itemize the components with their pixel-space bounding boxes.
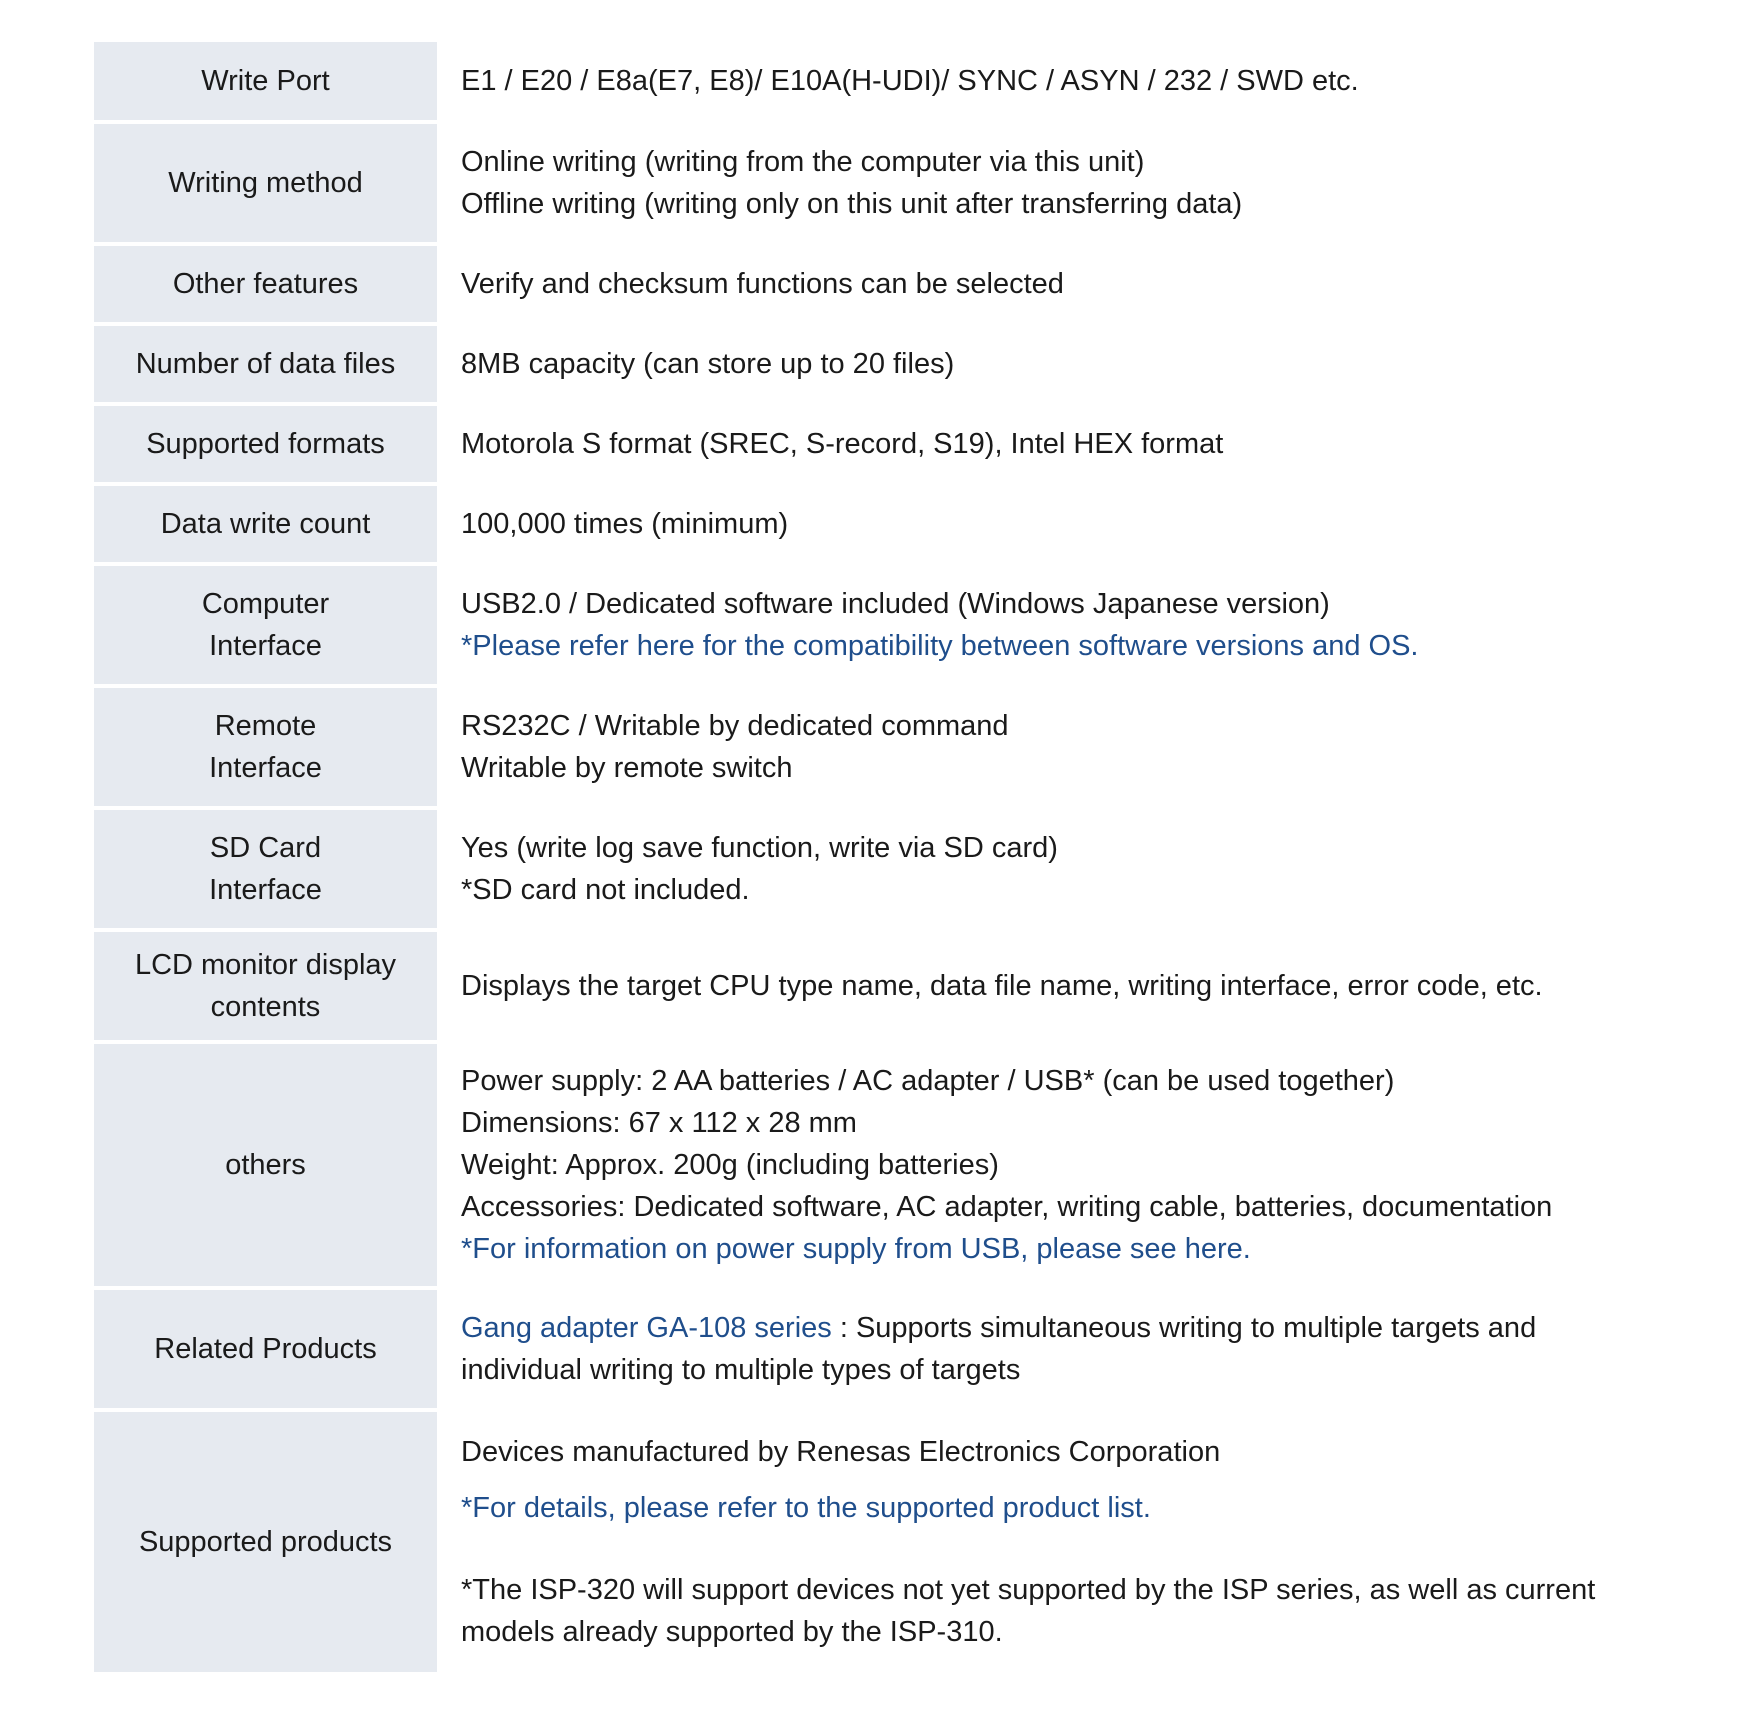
spec-value — [437, 42, 1654, 122]
spec-row-computer-interface — [94, 564, 1654, 686]
spec-label-line: Remote — [214, 710, 317, 742]
spec-label-line: Interface — [209, 752, 322, 784]
spec-row-supported-formats — [94, 404, 1654, 484]
spec-value — [437, 686, 1654, 808]
spec-value-line: Writable by remote switch — [461, 752, 793, 784]
spec-value — [437, 324, 1654, 404]
spec-label-line: contents — [210, 991, 321, 1023]
spec-row-sd-card-interface — [94, 808, 1654, 930]
spec-label: Data write count — [94, 484, 437, 564]
spec-value-line: Accessories: Dedicated software, AC adapter, writing cable, batteries, documentation — [461, 1191, 1553, 1223]
spec-label — [94, 930, 437, 1042]
spec-value-line: Devices manufactured by Renesas Electronics Corporation — [461, 1436, 1221, 1468]
spec-label — [94, 808, 437, 930]
spec-value-line: Weight: Approx. 200g (including batteries) — [461, 1149, 999, 1181]
software-os-compatibility-link[interactable]: *Please refer here for the compatibility between software versions and OS. — [461, 630, 1419, 662]
spec-label-line: SD Card — [209, 832, 322, 864]
spec-value-line: Online writing (writing from the computer via this unit) — [461, 146, 1145, 178]
spec-table — [94, 42, 1654, 1672]
spec-value-line: Power supply: 2 AA batteries / AC adapter / USB* (can be used together) — [461, 1065, 1395, 1097]
spec-row-lcd-display — [94, 930, 1654, 1042]
spec-value-line: Motorola S format (SREC, S-record, S19), Intel HEX format — [461, 428, 1224, 460]
spec-label — [94, 686, 437, 808]
spec-value — [437, 564, 1654, 686]
spec-label-line: Computer — [201, 588, 330, 620]
spec-label: Number of data files — [94, 324, 437, 404]
spec-label: Write Port — [94, 42, 437, 122]
spec-value — [437, 244, 1654, 324]
spec-value-line: *SD card not included. — [461, 874, 750, 906]
spec-label: Related Products — [94, 1288, 437, 1410]
spec-value — [437, 1410, 1654, 1672]
usb-power-info-link[interactable]: *For information on power supply from USB, please see here. — [461, 1233, 1251, 1265]
spec-value — [437, 1288, 1654, 1410]
spec-row-remote-interface — [94, 686, 1654, 808]
spec-value — [437, 404, 1654, 484]
spec-value — [437, 122, 1654, 244]
spec-label: Supported formats — [94, 404, 437, 484]
spec-value-line: E1 / E20 / E8a(E7, E8)/ E10A(H-UDI)/ SYNC / ASYN / 232 / SWD etc. — [461, 65, 1359, 97]
spec-note-line: *The ISP-320 will support devices not yet supported by the ISP series, as well as current — [461, 1574, 1596, 1606]
spec-value-line: Yes (write log save function, write via SD card) — [461, 832, 1058, 864]
spec-value-line: Displays the target CPU type name, data file name, writing interface, error code, etc. — [461, 970, 1543, 1002]
spec-label: Writing method — [94, 122, 437, 244]
spec-row-other-features — [94, 244, 1654, 324]
spec-label-line: Interface — [209, 630, 322, 662]
spec-label: Other features — [94, 244, 437, 324]
spec-value — [437, 484, 1654, 564]
spec-label-line: LCD monitor display — [134, 949, 397, 981]
spec-value — [437, 1042, 1654, 1288]
spec-row-writing-method — [94, 122, 1654, 244]
spec-value-line: individual writing to multiple types of targets — [461, 1354, 1021, 1386]
spec-value-line: Verify and checksum functions can be selected — [461, 268, 1064, 300]
spec-label: Supported products — [94, 1410, 437, 1672]
spec-row-write-port — [94, 42, 1654, 122]
spec-value-line: Dimensions: 67 x 112 x 28 mm — [461, 1107, 857, 1139]
gang-adapter-link[interactable]: Gang adapter GA-108 series — [461, 1312, 832, 1344]
spec-row-data-files — [94, 324, 1654, 404]
spec-value-line: USB2.0 / Dedicated software included (Windows Japanese version) — [461, 588, 1330, 620]
spec-row-write-count — [94, 484, 1654, 564]
spec-row-supported-products — [94, 1410, 1654, 1672]
spec-row-related-products — [94, 1288, 1654, 1410]
spec-value-line: RS232C / Writable by dedicated command — [461, 710, 1009, 742]
spec-value-text: : Supports simultaneous writing to multiple targets and — [831, 1312, 1537, 1344]
spec-value-line: 8MB capacity (can store up to 20 files) — [461, 348, 955, 380]
spec-value — [437, 930, 1654, 1042]
spec-value-line: 100,000 times (minimum) — [461, 508, 789, 540]
spec-value-line — [461, 1307, 1654, 1349]
spec-value — [437, 808, 1654, 930]
spec-label: others — [94, 1042, 437, 1288]
spec-row-others — [94, 1042, 1654, 1288]
spec-label — [94, 564, 437, 686]
spec-label-line: Interface — [209, 874, 322, 906]
spec-value-line: Offline writing (writing only on this unit after transferring data) — [461, 188, 1243, 220]
spec-note-line: models already supported by the ISP-310. — [461, 1616, 1003, 1648]
supported-product-list-link[interactable]: *For details, please refer to the supported product list. — [461, 1492, 1151, 1524]
